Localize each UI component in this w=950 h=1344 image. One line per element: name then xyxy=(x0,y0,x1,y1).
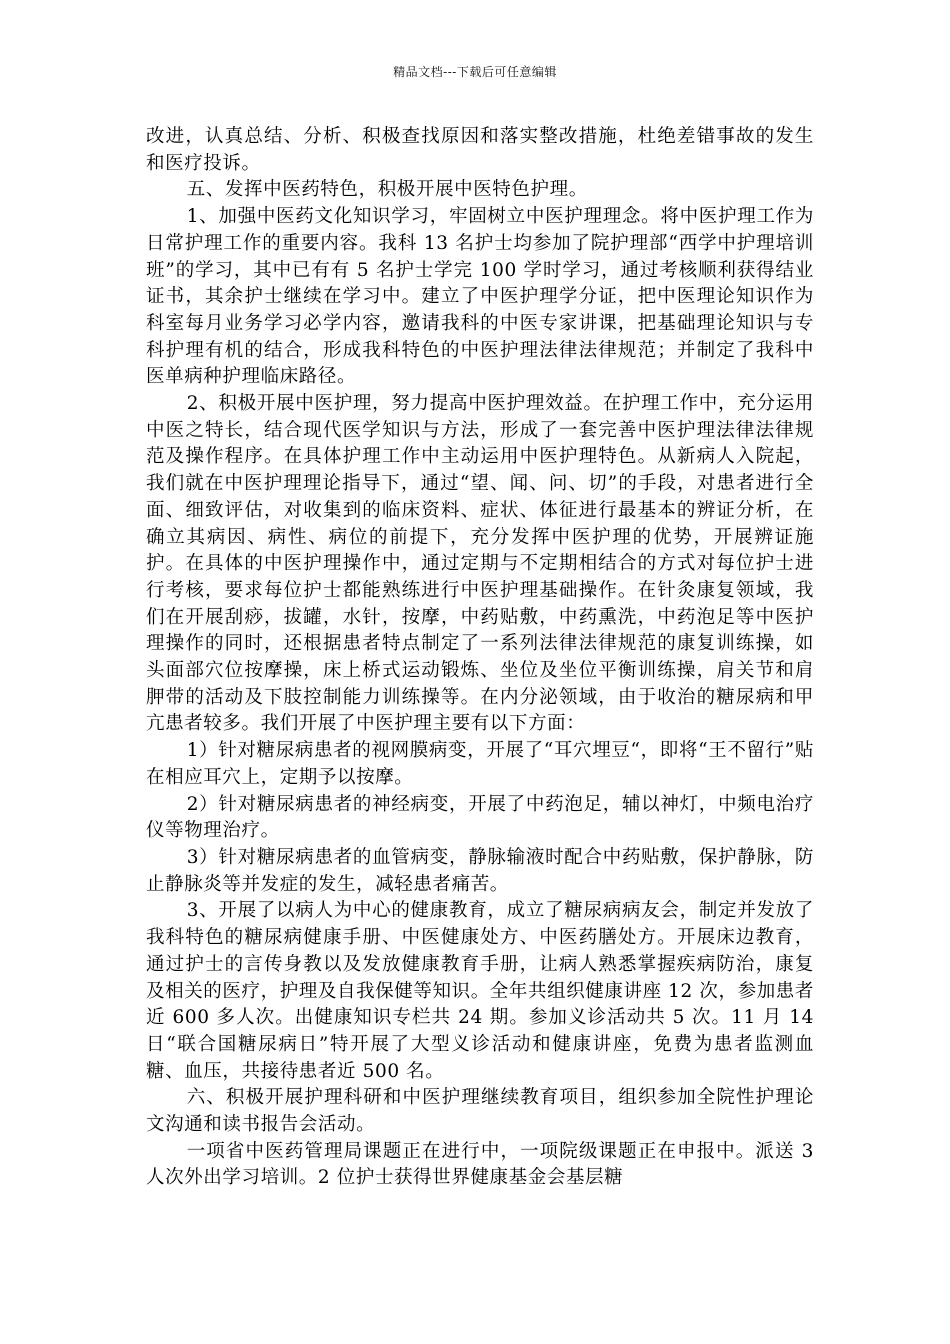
paragraph-item-3: 3、开展了以病人为中心的健康教育，成立了糖尿病病友会，制定并发放了我科特色的糖尿病健康手册、中医健康处方、中医药膳处方。开展床边教育，通过护士的言传身教以及发放健康教育手册，让病人熟悉掌握疾病防治，康复及相关的医疗，护理及自我保健等知识。全年共组织健康讲座 12 次，参加患者近 600 多人次。出健康知识专栏共 24 期。参加义诊活动共 5 次。11 月 14 日“联合国糖尿病日”特开展了大型义诊活动和健康讲座，免费为患者监测血糖、血压，共接待患者近 500 名。 xyxy=(146,900,815,1082)
paragraph-continuation: 改进，认真总结、分析、积极查找原因和落实整改措施，杜绝差错事故的发生和医疗投诉。 xyxy=(146,126,814,174)
document-body xyxy=(146,124,814,1192)
paragraph-subitem-1: 1）针对糖尿病患者的视网膜病变，开展了“耳穴埋豆“，即将“王不留行”贴在相应耳穴上，定期予以按摩。 xyxy=(146,740,814,788)
section-heading-six: 六、积极开展护理科研和中医护理继续教育项目，组织参加全院性护理论文沟通和读书报告会活动。 xyxy=(146,1087,814,1136)
paragraph-item-2: 2、积极开展中医护理，努力提高中医护理效益。在护理工作中，充分运用中医之特长，结合现代医学知识与方法，形成了一套完善中医护理法律法律规范及操作程序。在具体护理工作中主动运用中医护理特色。从新病人入院起，我们就在中医护理理论指导下，通过“望、闻、问、切”的手段，对患者进行全面、细致评估，对收集到的临床资料、症状、体征进行最基本的辨证分析，在确立其病因、病性、病位的前提下，充分发挥中医护理的优势，开展辨证施护。在具体的中医护理操作中，通过定期与不定期相结合的方式对每位护士进行考核，要求每位护士都能熟练进行中医护理基础操作。在针灸康复领域，我们在开展刮痧，拔罐，水针，按摩，中药贴敷，中药熏洗，中药泡足等中医护理操作的同时，还根据患者特点制定了一系列法律法律规范的康复训练操，如头面部穴位按摩操，床上桥式运动锻炼、坐位及坐位平衡训练操，肩关节和肩胛带的活动及下肢控制能力训练操等。在内分泌领域，由于收治的糖尿病和甲亢患者较多。我们开展了中医护理主要有以下方面： xyxy=(146,393,814,735)
page-header-watermark: 精品文档---下载后可任意编辑 xyxy=(393,65,557,79)
paragraph-subitem-2: 2）针对糖尿病患者的神经病变，开展了中药泡足，辅以神灯，中频电治疗仪等物理治疗。 xyxy=(146,793,814,842)
section-heading-five: 五、发挥中医药特色，积极开展中医特色护理。 xyxy=(186,179,588,201)
paragraph-item-1: 1、加强中医药文化知识学习，牢固树立中医护理理念。将中医护理工作为日常护理工作的重要内容。我科 13 名护士均参加了院护理部“西学中护理培训班”的学习，其中已有有 5 名护士学完 100 学时学习，通过考核顺利获得结业证书，其余护士继续在学习中。建立了中医护理学分证，把中医理论知识作为科室每月业务学习必学内容，邀请我科的中医专家讲课，把基础理论知识与专科护理有机的结合，形成我科特色的中医护理法律法律规范；并制定了我科中医单病种护理临床路径。 xyxy=(146,206,814,388)
paragraph-subitem-3: 3）针对糖尿病患者的血管病变，静脉输液时配合中药贴敷，保护静脉，防止静脉炎等并发症的发生，减轻患者痛苦。 xyxy=(146,846,814,895)
paragraph-research: 一项省中医药管理局课题正在进行中，一项院级课题正在申报中。派送 3 人次外出学习培训。2 位护士获得世界健康基金会基层糖 xyxy=(146,1140,814,1189)
